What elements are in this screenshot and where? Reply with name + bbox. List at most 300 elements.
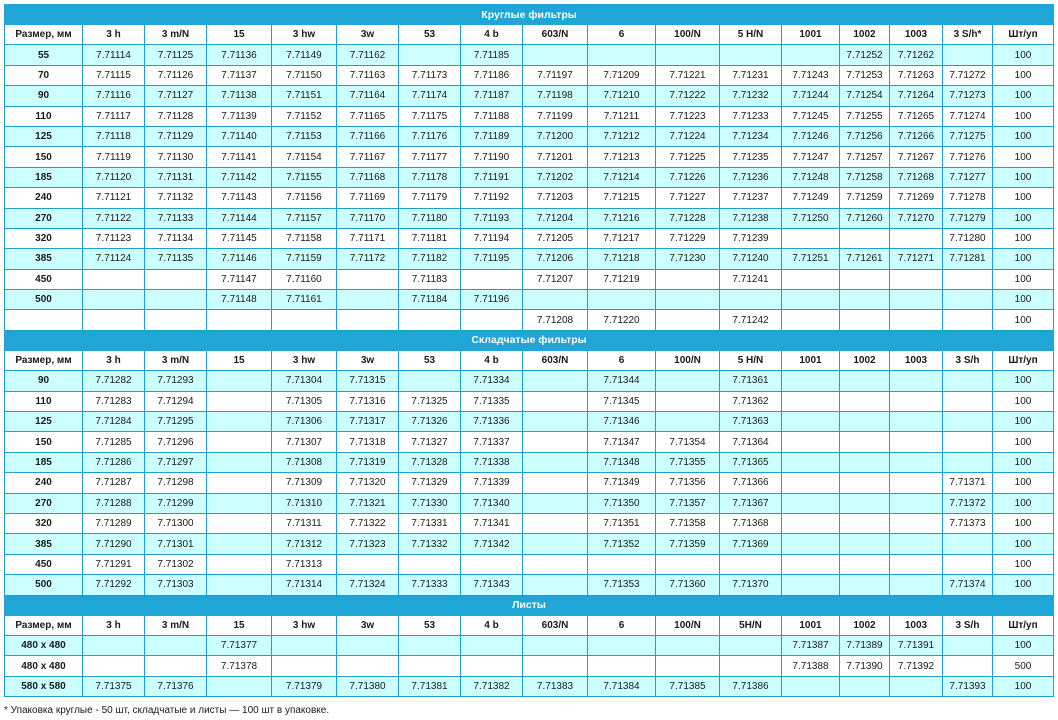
article-cell: 7.71135 <box>145 249 207 269</box>
column-header: 603/N <box>523 615 588 635</box>
article-cell <box>840 290 890 310</box>
article-cell: 7.71301 <box>145 534 207 554</box>
table-row <box>5 310 1054 330</box>
article-cell: 7.71323 <box>337 534 399 554</box>
article-cell <box>890 310 943 330</box>
article-cell: 7.71187 <box>461 86 523 106</box>
article-cell <box>523 371 588 391</box>
article-cell <box>890 473 943 493</box>
size-cell: 55 <box>5 45 83 65</box>
article-cell <box>656 269 720 289</box>
pack-qty-cell: 100 <box>993 513 1054 533</box>
article-cell: 7.71193 <box>461 208 523 228</box>
article-cell <box>890 228 943 248</box>
article-cell: 7.71271 <box>890 249 943 269</box>
article-cell: 7.71211 <box>588 106 656 126</box>
article-cell: 7.71314 <box>272 575 337 595</box>
size-cell: 580 x 580 <box>5 676 83 696</box>
table-row <box>5 575 1054 595</box>
article-cell: 7.71199 <box>523 106 588 126</box>
article-cell: 7.71310 <box>272 493 337 513</box>
article-cell <box>782 391 840 411</box>
article-cell <box>720 635 782 655</box>
size-cell: 125 <box>5 412 83 432</box>
article-cell: 7.71276 <box>943 147 993 167</box>
size-cell: 500 <box>5 290 83 310</box>
article-cell: 7.71284 <box>83 412 145 432</box>
article-cell: 7.71380 <box>337 676 399 696</box>
article-cell: 7.71226 <box>656 167 720 187</box>
article-cell: 7.71149 <box>272 45 337 65</box>
article-cell: 7.71236 <box>720 167 782 187</box>
article-cell <box>145 290 207 310</box>
article-cell <box>943 412 993 432</box>
article-cell <box>943 452 993 472</box>
article-cell: 7.71328 <box>399 452 461 472</box>
article-cell <box>588 554 656 574</box>
article-cell <box>782 534 840 554</box>
article-cell: 7.71358 <box>656 513 720 533</box>
article-cell: 7.71371 <box>943 473 993 493</box>
column-header: 3 S/h* <box>943 25 993 45</box>
article-cell: 7.71200 <box>523 126 588 146</box>
article-cell <box>840 493 890 513</box>
article-cell <box>890 290 943 310</box>
article-cell: 7.71119 <box>83 147 145 167</box>
article-cell: 7.71225 <box>656 147 720 167</box>
article-cell: 7.71376 <box>145 676 207 696</box>
article-cell <box>840 513 890 533</box>
article-cell: 7.71164 <box>337 86 399 106</box>
article-cell: 7.71264 <box>890 86 943 106</box>
article-cell <box>207 412 272 432</box>
article-cell: 7.71215 <box>588 188 656 208</box>
article-cell: 7.71234 <box>720 126 782 146</box>
column-header: 603/N <box>523 25 588 45</box>
pack-qty-cell: 100 <box>993 228 1054 248</box>
article-cell: 7.71318 <box>337 432 399 452</box>
article-cell <box>840 269 890 289</box>
article-cell: 7.71159 <box>272 249 337 269</box>
article-cell: 7.71152 <box>272 106 337 126</box>
article-cell: 7.71209 <box>588 65 656 85</box>
article-cell <box>656 635 720 655</box>
article-cell: 7.71360 <box>656 575 720 595</box>
article-cell: 7.71228 <box>656 208 720 228</box>
article-cell <box>943 310 993 330</box>
article-cell: 7.71227 <box>656 188 720 208</box>
pack-qty-cell: 100 <box>993 188 1054 208</box>
size-cell: 185 <box>5 167 83 187</box>
article-cell: 7.71378 <box>207 656 272 676</box>
article-cell: 7.71326 <box>399 412 461 432</box>
article-cell: 7.71283 <box>83 391 145 411</box>
article-cell: 7.71391 <box>890 635 943 655</box>
article-cell <box>840 473 890 493</box>
table-row <box>5 188 1054 208</box>
article-cell: 7.71294 <box>145 391 207 411</box>
column-header: 6 <box>588 615 656 635</box>
article-cell <box>588 635 656 655</box>
article-cell: 7.71285 <box>83 432 145 452</box>
article-cell: 7.71255 <box>840 106 890 126</box>
article-cell: 7.71130 <box>145 147 207 167</box>
pack-qty-cell: 100 <box>993 45 1054 65</box>
article-cell: 7.71233 <box>720 106 782 126</box>
pack-qty-cell: 500 <box>993 656 1054 676</box>
article-cell: 7.71390 <box>840 656 890 676</box>
article-cell <box>720 45 782 65</box>
article-cell: 7.71217 <box>588 228 656 248</box>
article-cell: 7.71195 <box>461 249 523 269</box>
pack-qty-cell: 100 <box>993 86 1054 106</box>
article-cell: 7.71188 <box>461 106 523 126</box>
article-cell: 7.71366 <box>720 473 782 493</box>
article-cell: 7.71175 <box>399 106 461 126</box>
article-cell <box>523 45 588 65</box>
article-cell <box>523 635 588 655</box>
article-cell: 7.71278 <box>943 188 993 208</box>
article-cell: 7.71272 <box>943 65 993 85</box>
article-cell <box>523 513 588 533</box>
article-cell: 7.71287 <box>83 473 145 493</box>
article-cell: 7.71320 <box>337 473 399 493</box>
column-header: 3 S/h <box>943 615 993 635</box>
article-cell <box>207 493 272 513</box>
table-row <box>5 432 1054 452</box>
column-header: 3w <box>337 350 399 370</box>
article-cell <box>399 371 461 391</box>
article-cell: 7.71182 <box>399 249 461 269</box>
table-row <box>5 106 1054 126</box>
article-cell: 7.71151 <box>272 86 337 106</box>
article-cell <box>145 656 207 676</box>
article-cell: 7.71266 <box>890 126 943 146</box>
article-cell <box>840 534 890 554</box>
article-cell <box>207 554 272 574</box>
article-cell <box>782 575 840 595</box>
column-header: 1002 <box>840 350 890 370</box>
article-cell <box>782 45 840 65</box>
size-cell: 385 <box>5 534 83 554</box>
article-cell <box>656 45 720 65</box>
article-cell: 7.71191 <box>461 167 523 187</box>
article-cell <box>782 228 840 248</box>
article-cell: 7.71307 <box>272 432 337 452</box>
article-cell <box>890 534 943 554</box>
article-cell: 7.71350 <box>588 493 656 513</box>
size-cell: 270 <box>5 493 83 513</box>
article-cell <box>399 554 461 574</box>
article-cell <box>337 656 399 676</box>
article-cell <box>782 269 840 289</box>
article-cell: 7.71144 <box>207 208 272 228</box>
column-header: 3 m/N <box>145 615 207 635</box>
article-cell: 7.71242 <box>720 310 782 330</box>
article-cell: 7.71291 <box>83 554 145 574</box>
filters-table-wrapper <box>4 4 1054 697</box>
article-cell <box>656 371 720 391</box>
article-cell: 7.71392 <box>890 656 943 676</box>
article-cell: 7.71137 <box>207 65 272 85</box>
column-header: 15 <box>207 350 272 370</box>
article-cell: 7.71223 <box>656 106 720 126</box>
article-cell: 7.71267 <box>890 147 943 167</box>
article-cell: 7.71205 <box>523 228 588 248</box>
article-cell: 7.71181 <box>399 228 461 248</box>
article-cell: 7.71327 <box>399 432 461 452</box>
article-cell: 7.71341 <box>461 513 523 533</box>
table-row <box>5 65 1054 85</box>
size-cell: 150 <box>5 432 83 452</box>
article-cell: 7.71317 <box>337 412 399 432</box>
article-cell <box>890 412 943 432</box>
article-cell: 7.71375 <box>83 676 145 696</box>
article-cell: 7.71120 <box>83 167 145 187</box>
article-cell: 7.71302 <box>145 554 207 574</box>
column-header: Размер, мм <box>5 25 83 45</box>
column-header: 1003 <box>890 615 943 635</box>
article-cell: 7.71201 <box>523 147 588 167</box>
article-cell: 7.71213 <box>588 147 656 167</box>
article-cell: 7.71131 <box>145 167 207 187</box>
article-cell <box>840 676 890 696</box>
article-cell: 7.71116 <box>83 86 145 106</box>
article-cell <box>145 269 207 289</box>
pack-qty-cell: 100 <box>993 635 1054 655</box>
article-cell: 7.71207 <box>523 269 588 289</box>
section-title: Складчатые фильтры <box>5 330 1054 350</box>
article-cell: 7.71330 <box>399 493 461 513</box>
article-cell: 7.71364 <box>720 432 782 452</box>
article-cell <box>207 310 272 330</box>
article-cell: 7.71348 <box>588 452 656 472</box>
article-cell: 7.71355 <box>656 452 720 472</box>
article-cell: 7.71218 <box>588 249 656 269</box>
article-cell: 7.71356 <box>656 473 720 493</box>
column-header: 5H/N <box>720 615 782 635</box>
article-cell: 7.71248 <box>782 167 840 187</box>
article-cell <box>461 554 523 574</box>
column-header: 5 H/N <box>720 350 782 370</box>
article-cell: 7.71232 <box>720 86 782 106</box>
article-cell: 7.71290 <box>83 534 145 554</box>
article-cell: 7.71140 <box>207 126 272 146</box>
article-cell <box>840 575 890 595</box>
size-cell: 480 x 480 <box>5 656 83 676</box>
article-cell: 7.71268 <box>890 167 943 187</box>
article-cell <box>943 391 993 411</box>
article-cell: 7.71336 <box>461 412 523 432</box>
article-cell: 7.71347 <box>588 432 656 452</box>
article-cell: 7.71359 <box>656 534 720 554</box>
table-row <box>5 473 1054 493</box>
article-cell <box>337 290 399 310</box>
article-cell: 7.71299 <box>145 493 207 513</box>
article-cell: 7.71338 <box>461 452 523 472</box>
column-header: 15 <box>207 615 272 635</box>
article-cell: 7.71389 <box>840 635 890 655</box>
table-row <box>5 371 1054 391</box>
article-cell <box>840 452 890 472</box>
article-cell: 7.71136 <box>207 45 272 65</box>
article-cell: 7.71297 <box>145 452 207 472</box>
article-cell <box>840 228 890 248</box>
article-cell: 7.71198 <box>523 86 588 106</box>
pack-qty-cell: 100 <box>993 147 1054 167</box>
article-cell: 7.71257 <box>840 147 890 167</box>
article-cell: 7.71125 <box>145 45 207 65</box>
table-row <box>5 513 1054 533</box>
size-cell: 450 <box>5 269 83 289</box>
article-cell: 7.71127 <box>145 86 207 106</box>
article-cell: 7.71153 <box>272 126 337 146</box>
article-cell <box>890 676 943 696</box>
article-cell <box>943 290 993 310</box>
article-cell: 7.71142 <box>207 167 272 187</box>
section-header-row <box>5 330 1054 350</box>
column-header: 4 b <box>461 25 523 45</box>
article-cell: 7.71124 <box>83 249 145 269</box>
size-cell: 150 <box>5 147 83 167</box>
column-header: 3w <box>337 615 399 635</box>
article-cell <box>890 269 943 289</box>
size-cell: 240 <box>5 188 83 208</box>
column-header: 6 <box>588 350 656 370</box>
column-header: 3 hw <box>272 615 337 635</box>
article-cell: 7.71177 <box>399 147 461 167</box>
table-row <box>5 147 1054 167</box>
size-cell: 450 <box>5 554 83 574</box>
article-cell: 7.71230 <box>656 249 720 269</box>
article-cell: 7.71246 <box>782 126 840 146</box>
size-cell: 90 <box>5 371 83 391</box>
article-cell: 7.71194 <box>461 228 523 248</box>
article-cell: 7.71241 <box>720 269 782 289</box>
article-cell: 7.71316 <box>337 391 399 411</box>
article-cell: 7.71281 <box>943 249 993 269</box>
table-row <box>5 126 1054 146</box>
article-cell <box>890 493 943 513</box>
article-cell: 7.71174 <box>399 86 461 106</box>
article-cell: 7.71270 <box>890 208 943 228</box>
column-header: 3 hw <box>272 25 337 45</box>
article-cell <box>782 554 840 574</box>
column-header: 5 H/N <box>720 25 782 45</box>
column-header: Шт/уп <box>993 25 1054 45</box>
article-cell <box>782 412 840 432</box>
article-cell: 7.71374 <box>943 575 993 595</box>
article-cell <box>782 493 840 513</box>
article-cell: 7.71166 <box>337 126 399 146</box>
article-cell <box>782 371 840 391</box>
article-cell: 7.71203 <box>523 188 588 208</box>
article-cell: 7.71343 <box>461 575 523 595</box>
article-cell: 7.71237 <box>720 188 782 208</box>
article-cell: 7.71202 <box>523 167 588 187</box>
pack-qty-cell: 100 <box>993 676 1054 696</box>
article-cell: 7.71247 <box>782 147 840 167</box>
pack-qty-cell: 100 <box>993 432 1054 452</box>
table-row <box>5 493 1054 513</box>
article-cell: 7.71282 <box>83 371 145 391</box>
article-cell <box>399 310 461 330</box>
article-cell <box>656 391 720 411</box>
column-header: 3 m/N <box>145 350 207 370</box>
article-cell: 7.71141 <box>207 147 272 167</box>
article-cell <box>943 554 993 574</box>
table-row <box>5 290 1054 310</box>
article-cell <box>890 513 943 533</box>
article-cell: 7.71288 <box>83 493 145 513</box>
article-cell: 7.71221 <box>656 65 720 85</box>
article-cell <box>207 452 272 472</box>
pack-qty-cell: 100 <box>993 65 1054 85</box>
column-header: 4 b <box>461 350 523 370</box>
article-cell: 7.71222 <box>656 86 720 106</box>
table-row <box>5 167 1054 187</box>
article-cell <box>782 310 840 330</box>
article-cell: 7.71231 <box>720 65 782 85</box>
article-cell: 7.71220 <box>588 310 656 330</box>
article-cell: 7.71169 <box>337 188 399 208</box>
article-cell: 7.71192 <box>461 188 523 208</box>
article-cell: 7.71172 <box>337 249 399 269</box>
article-cell <box>523 473 588 493</box>
column-header: 1001 <box>782 350 840 370</box>
article-cell: 7.71147 <box>207 269 272 289</box>
article-cell: 7.71189 <box>461 126 523 146</box>
article-cell: 7.71122 <box>83 208 145 228</box>
article-cell: 7.71160 <box>272 269 337 289</box>
table-row <box>5 249 1054 269</box>
article-cell: 7.71340 <box>461 493 523 513</box>
article-cell: 7.71362 <box>720 391 782 411</box>
article-cell <box>840 412 890 432</box>
article-cell <box>782 452 840 472</box>
article-cell: 7.71176 <box>399 126 461 146</box>
article-cell: 7.71377 <box>207 635 272 655</box>
article-cell: 7.71388 <box>782 656 840 676</box>
article-cell: 7.71173 <box>399 65 461 85</box>
article-cell: 7.71123 <box>83 228 145 248</box>
article-cell <box>399 656 461 676</box>
article-cell: 7.71186 <box>461 65 523 85</box>
article-cell: 7.71240 <box>720 249 782 269</box>
column-header: 1001 <box>782 615 840 635</box>
article-cell <box>523 290 588 310</box>
article-cell: 7.71312 <box>272 534 337 554</box>
article-cell: 7.71219 <box>588 269 656 289</box>
article-cell: 7.71155 <box>272 167 337 187</box>
article-cell <box>83 290 145 310</box>
table-row <box>5 269 1054 289</box>
article-cell: 7.71295 <box>145 412 207 432</box>
article-cell <box>840 432 890 452</box>
article-cell: 7.71206 <box>523 249 588 269</box>
section-title: Круглые фильтры <box>5 5 1054 25</box>
article-cell <box>207 391 272 411</box>
column-header: 15 <box>207 25 272 45</box>
article-cell: 7.71384 <box>588 676 656 696</box>
article-cell: 7.71357 <box>656 493 720 513</box>
article-cell: 7.71244 <box>782 86 840 106</box>
article-cell: 7.71261 <box>840 249 890 269</box>
article-cell: 7.71369 <box>720 534 782 554</box>
article-cell: 7.71239 <box>720 228 782 248</box>
article-cell: 7.71235 <box>720 147 782 167</box>
article-cell: 7.71386 <box>720 676 782 696</box>
